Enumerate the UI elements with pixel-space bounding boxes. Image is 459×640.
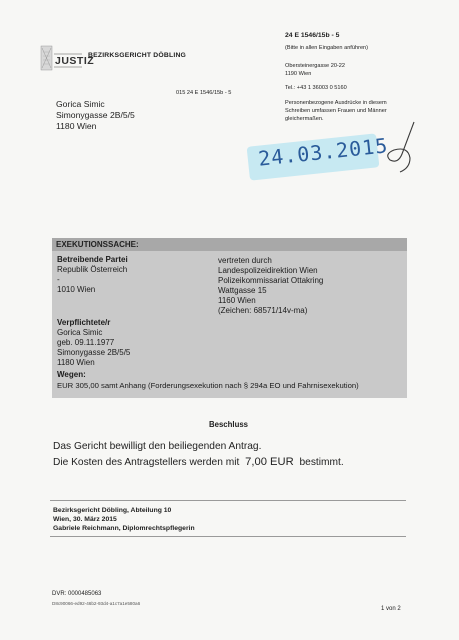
divider-bottom <box>50 536 406 537</box>
representative-city: 1160 Wien <box>218 296 256 305</box>
reason-label: Wegen: <box>57 370 86 379</box>
logo-text: JUSTIZ <box>55 55 95 67</box>
signature-court: Bezirksgericht Döbling, Abteilung 10 <box>53 507 172 514</box>
decision-costs-amount: 7,00 EUR <box>245 456 294 468</box>
creditor-label: Betreibende Partei <box>57 255 128 264</box>
debtor-name: Gorica Simic <box>57 328 103 337</box>
reason-text: EUR 305,00 samt Anhang (Forderungsexekution nach § 294a EO und Fahrnisexekution) <box>57 381 359 390</box>
representative-name: Landespolizeidirektion Wien <box>218 266 318 275</box>
gender-note-line-1: Personenbezogene Ausdrücke in diesem <box>285 100 387 106</box>
decision-costs-text: Die Kosten des Antragstellers werden mit <box>53 457 240 468</box>
court-address-street: Obersteinergasse 20-22 <box>285 63 346 69</box>
execution-title: EXEKUTIONSSACHE: <box>52 238 407 251</box>
decision-costs <box>53 456 344 469</box>
debtor-city: 1180 Wien <box>57 358 95 367</box>
debtor-street: Simonygasse 2B/5/5 <box>57 348 131 357</box>
page-indicator: 1 von 2 <box>381 606 401 612</box>
court-address-city: 1190 Wien <box>285 71 312 77</box>
gender-note-line-2: Schreiben umfassen Frauen und Männer <box>285 108 387 114</box>
recipient-city: 1180 Wien <box>56 121 97 131</box>
court-phone: Tel.: +43 1 36003 0 5160 <box>285 85 347 91</box>
creditor-city: 1010 Wien <box>57 285 96 294</box>
decision-title: Beschluss <box>209 420 249 429</box>
gender-note-line-3: gleichermaßen. <box>285 116 324 122</box>
representative-street: Wattgasse 15 <box>218 286 267 295</box>
recipient-name: Gorica Simic <box>56 99 105 109</box>
representative-intro: vertreten durch <box>218 256 272 265</box>
representative-office: Polizeikommissariat Ottakring <box>218 276 324 285</box>
creditor-name: Republik Österreich <box>57 265 128 274</box>
decision-costs-end: bestimmt. <box>299 457 344 468</box>
handwritten-signature <box>380 120 420 180</box>
dvr-number: DVR: 0000485063 <box>52 591 102 597</box>
debtor-birthdate: geb. 09.11.1977 <box>57 338 115 347</box>
case-note: (Bitte in allen Eingaben anführen) <box>285 45 369 51</box>
case-number: 24 E 1546/15b - 5 <box>285 32 340 39</box>
decision-approval: Das Gericht bewilligt den beiliegenden Antrag. <box>53 441 262 452</box>
recipient-street: Simonygasse 2B/5/5 <box>56 110 135 120</box>
received-date-stamp: 24.03.2015 <box>257 133 390 171</box>
creditor-dash: - <box>57 275 60 284</box>
signature-date: Wien, 30. März 2015 <box>53 516 117 523</box>
reference-number: 015 24 E 1546/15b - 5 <box>176 90 232 96</box>
divider-top <box>50 500 406 501</box>
court-name: BEZIRKSGERICHT DÖBLING <box>88 52 187 59</box>
document-id: D8c90066-ed92-46b2-93d4-a1c7a1e580a6 <box>52 601 141 606</box>
signature-officer: Gabriele Reichmann, Diplomrechtspflegerin <box>53 525 195 532</box>
representative-reference: (Zeichen: 68571/14v-ma) <box>218 306 308 315</box>
justiz-logo <box>40 44 95 72</box>
debtor-label: Verpflichtete/r <box>57 318 111 327</box>
